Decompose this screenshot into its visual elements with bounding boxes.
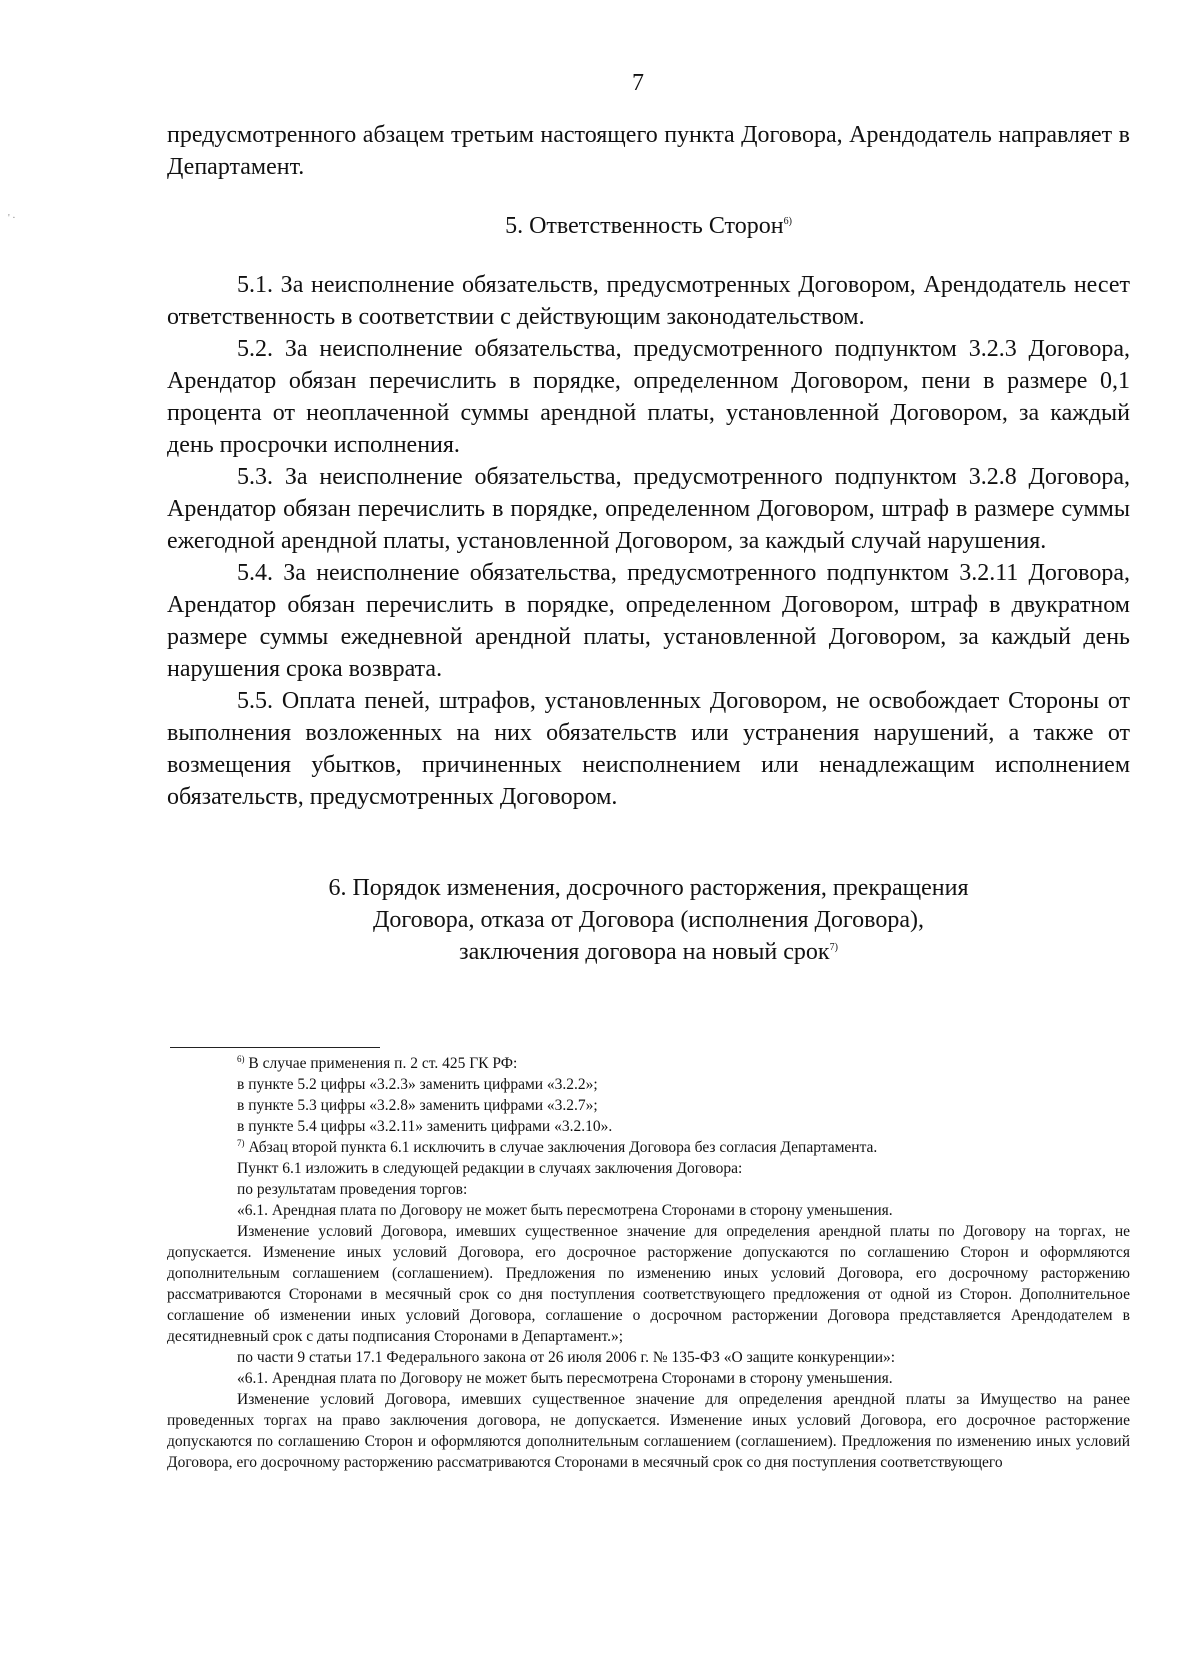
footnote-line (167, 1347, 1130, 1368)
section-6-footnote-ref: 7) (829, 942, 838, 953)
footnote-line (167, 1221, 1130, 1347)
footnote-text: В случае применения п. 2 ст. 425 ГК РФ: (244, 1055, 518, 1072)
paragraph-5-1: 5.1. За неисполнение обязательств, предусмотренных Договором, Арендодатель несет ответственность в соответствии с действующим законодательством. (167, 272, 1130, 330)
paragraph-5-2: 5.2. За неисполнение обязательства, предусмотренного подпунктом 3.2.3 Договора, Арендатор обязан перечислить в порядке, определенном Договором, пени в размере 0,1 процента от неоплаченной суммы арендной платы, установленной Договором, за каждый день просрочки исполнения. (167, 336, 1130, 458)
section-6-heading-block (167, 872, 1130, 968)
footnote-text: «6.1. Арендная плата по Договору не может быть пересмотрена Сторонами в сторону уменьшения. (237, 1202, 893, 1219)
section-6-title-line-2: Договора, отказа от Договора (исполнения Договора), (373, 907, 924, 933)
footnote-text: по части 9 статьи 17.1 Федерального закона от 26 июля 2006 г. № 135-ФЗ «О защите конкуренции»: (237, 1349, 896, 1366)
footnote-text: «6.1. Арендная плата по Договору не может быть пересмотрена Сторонами в сторону уменьшения. (237, 1370, 893, 1387)
intro-block (167, 119, 1130, 183)
section-5-title (167, 210, 1130, 242)
footnote-line (167, 1053, 1130, 1074)
footnote-text: Изменение условий Договора, имевших существенное значение для определения арендной платы за Имущество на ранее проведенных торгах на право заключения договора, не допускается. Изменение иных условий Договора, его досрочное расторжение допускаются по соглашению Сторон и оформляются дополнительным соглашением (соглашением). Предложения по изменению иных условий Договора, его досрочному расторжению рассматриваются Сторонами в месячный срок со дня поступления соответствующего (167, 1391, 1130, 1471)
section-6-title-line-3 (167, 936, 1130, 968)
footnote-line (167, 1095, 1130, 1116)
section-5-title-text: 5. Ответственность Сторон (505, 213, 784, 239)
section-5-heading-block (167, 210, 1130, 242)
paragraph-5-4: 5.4. За неисполнение обязательства, предусмотренного подпунктом 3.2.11 Договора, Арендатор обязан перечислить в порядке, определенном Договором, штраф в двукратном размере суммы ежедневной арендной платы, установленной Договором, за каждый день нарушения срока возврата. (167, 560, 1130, 682)
footnote-text: Пункт 6.1 изложить в следующей редакции в случаях заключения Договора: (237, 1160, 743, 1177)
footnotes (167, 1053, 1130, 1473)
section-6-title-line-1: 6. Порядок изменения, досрочного расторжения, прекращения (328, 875, 969, 901)
footnote-text: в пункте 5.2 цифры «3.2.3» заменить цифрами «3.2.2»; (237, 1076, 598, 1093)
footnote-text: в пункте 5.3 цифры «3.2.8» заменить цифрами «3.2.7»; (237, 1097, 598, 1114)
footnote-line (167, 1389, 1130, 1473)
footnote-line (167, 1158, 1130, 1179)
paragraph-5-3: 5.3. За неисполнение обязательства, предусмотренного подпунктом 3.2.8 Договора, Арендатор обязан перечислить в порядке, определенном Договором, штраф в размере суммы ежегодной арендной платы, установленной Договором, за каждый случай нарушения. (167, 464, 1130, 554)
page-number: 7 (632, 70, 644, 96)
intro-paragraph: предусмотренного абзацем третьим настоящего пункта Договора, Арендодатель направляет в Департамент. (167, 122, 1130, 180)
footnote-6-marker: 6) (237, 1053, 245, 1064)
footnote-text: по результатам проведения торгов: (237, 1181, 468, 1198)
section-6-title-line-3-text: заключения договора на новый срок (459, 939, 830, 965)
footnote-line (167, 1116, 1130, 1137)
footnote-text: в пункте 5.4 цифры «3.2.11» заменить цифрами «3.2.10». (237, 1118, 613, 1135)
paragraph-5-5: 5.5. Оплата пеней, штрафов, установленных Договором, не освобождает Стороны от выполнения возложенных на них обязательств или устранения нарушений, а также от возмещения убытков, причиненных неисполнением или ненадлежащим исполнением обязательств, предусмотренных Договором. (167, 688, 1130, 810)
footnote-line (167, 1074, 1130, 1095)
scan-artifact: ' · (8, 213, 16, 224)
section-5-footnote-ref: 6) (783, 216, 792, 227)
footnote-7-marker: 7) (237, 1137, 245, 1148)
footnote-text: Абзац второй пункта 6.1 исключить в случае заключения Договора без согласия Департамента. (244, 1139, 878, 1156)
footnote-line (167, 1179, 1130, 1200)
footnote-line (167, 1137, 1130, 1158)
footnote-text: Изменение условий Договора, имевших существенное значение для определения арендной платы по Договору на торгах, не допускается. Изменение иных условий Договора, его досрочное расторжение допускаются по соглашению Сторон и оформляются дополнительным соглашением (соглашением). Предложения по изменению иных условий Договора, его досрочному расторжению рассматриваются Сторонами в месячный срок со дня поступления соответствующего предложения от одной из Сторон. Дополнительное соглашение об изменении иных условий Договора, соглашение о досрочном расторжении Договора представляется Арендодателем в десятидневный срок с даты подписания Сторонами в Департамент.»; (167, 1223, 1130, 1345)
section-5-body (167, 269, 1130, 813)
footnote-line (167, 1368, 1130, 1389)
footnote-line (167, 1200, 1130, 1221)
footnote-divider (170, 1047, 380, 1048)
